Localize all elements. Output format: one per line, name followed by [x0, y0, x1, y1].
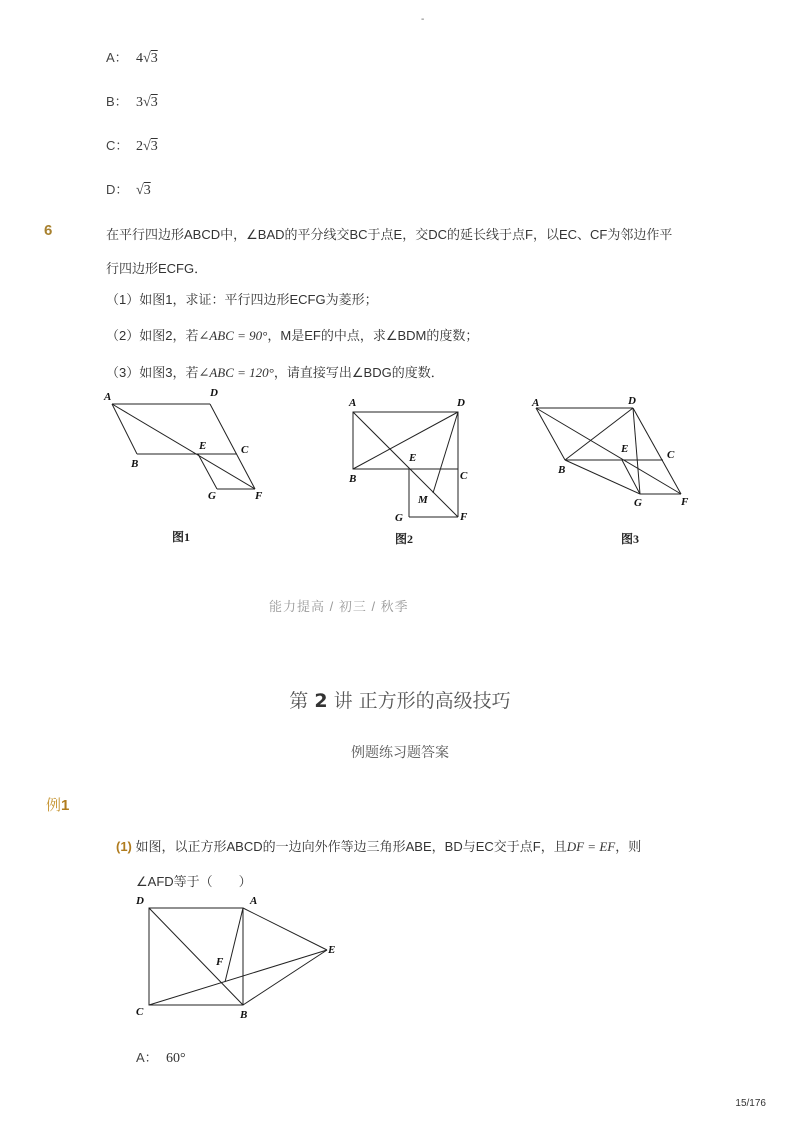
label-c: C [667, 449, 675, 461]
sub-question-text: 如图，以正方形ABCD的一边向外作等边三角形ABE，BD与EC交于点F，且 [135, 839, 567, 854]
label-a: A [104, 391, 112, 403]
question-text-line1: 在平行四边形ABCD中，∠BAD的平分线交BC于点E，交DC的延长线于点F，以EC、CF为邻边作平 [106, 227, 673, 242]
label-b: B [240, 1009, 248, 1021]
figure-2-caption: 图2 [395, 532, 414, 546]
lecture-prefix: 第 [289, 690, 309, 712]
label-f: F [216, 956, 224, 968]
part2-prefix: （2）如图2，若 [106, 328, 199, 343]
label-e: E [621, 443, 629, 455]
option-label: A： [106, 50, 128, 65]
label-g: G [208, 490, 216, 502]
label-a: A [250, 895, 258, 907]
figure-2 [343, 390, 483, 525]
label-b: B [131, 458, 139, 470]
label-f: F [681, 496, 689, 508]
label-a: A [349, 397, 357, 409]
breadcrumb: 能力提高 / 初三 / 秋季 [269, 599, 409, 614]
question-text-line2: 行四边形ECFG． [106, 261, 208, 276]
example-number: 1 [61, 797, 70, 814]
sub-question [116, 836, 641, 855]
answer-option-a [136, 1047, 186, 1067]
answer-label: A： [136, 1050, 158, 1065]
sub-question-line2: ∠AFD等于（ ） [136, 874, 252, 889]
radical-sign: √ [143, 51, 151, 66]
lecture-suffix: 讲 正方形的高级技巧 [333, 690, 511, 712]
label-m: M [418, 494, 428, 506]
figure-1 [100, 384, 275, 514]
label-d: D [210, 387, 218, 399]
example-figure [130, 888, 345, 1023]
label-g: G [395, 512, 403, 524]
label-e: E [328, 944, 336, 956]
question-part2 [106, 325, 478, 344]
example-prefix: 例 [46, 797, 62, 814]
label-c: C [241, 444, 249, 456]
option-b [106, 91, 158, 111]
label-d: D [457, 397, 465, 409]
example-heading [46, 794, 69, 815]
answer-value: 60° [166, 1051, 186, 1066]
figure-3-caption: 图3 [621, 532, 640, 546]
label-d: D [628, 395, 636, 407]
label-e: E [199, 440, 207, 452]
lecture-number: 2 [314, 690, 328, 712]
label-d: D [136, 895, 144, 907]
label-e: E [409, 452, 417, 464]
part3-suffix: ，请直接写出∠BDG的度数． [273, 365, 444, 380]
label-b: B [349, 473, 357, 485]
sub-question-number: (1) [116, 839, 132, 854]
sub-question-math: DF = EF [566, 839, 616, 854]
label-g: G [634, 497, 642, 509]
label-f: F [460, 511, 468, 523]
part3-math: ∠ABC = 120° [198, 365, 274, 380]
radical-sign: √ [136, 183, 144, 198]
label-c: C [136, 1006, 144, 1018]
question-part1: （1）如图1，求证：平行四边形ECFG为菱形； [106, 292, 378, 307]
figure-3 [528, 390, 698, 520]
question-part3 [106, 362, 444, 381]
option-c [106, 135, 158, 155]
radicand: 3 [150, 139, 158, 154]
top-mark: - [421, 14, 425, 25]
section-subtitle: 例题练习题答案 [351, 744, 449, 760]
option-d [106, 179, 151, 199]
sub-question-text-end: ，则 [615, 839, 642, 854]
label-f: F [255, 490, 263, 502]
radicand: 3 [150, 95, 158, 110]
option-a [106, 47, 158, 67]
radicand: 3 [150, 51, 158, 66]
lecture-title [0, 686, 800, 713]
label-a: A [532, 397, 540, 409]
option-label: B： [106, 94, 128, 109]
part3-prefix: （3）如图3，若 [106, 365, 199, 380]
question-number: 6 [44, 222, 53, 239]
option-coef: 2 [136, 139, 143, 154]
page-number: 15/176 [735, 1098, 766, 1109]
option-label: C： [106, 138, 129, 153]
option-coef: 3 [136, 95, 143, 110]
radical-sign: √ [143, 95, 151, 110]
part2-math: ∠ABC = 90° [198, 328, 268, 343]
label-b: B [558, 464, 566, 476]
option-label: D： [106, 182, 129, 197]
figure-1-caption: 图1 [172, 530, 191, 544]
radical-sign: √ [143, 139, 151, 154]
radicand: 3 [143, 183, 151, 198]
part2-suffix: ，M是EF的中点，求∠BDM的度数； [267, 328, 479, 343]
label-c: C [460, 470, 468, 482]
option-coef: 4 [136, 51, 143, 66]
